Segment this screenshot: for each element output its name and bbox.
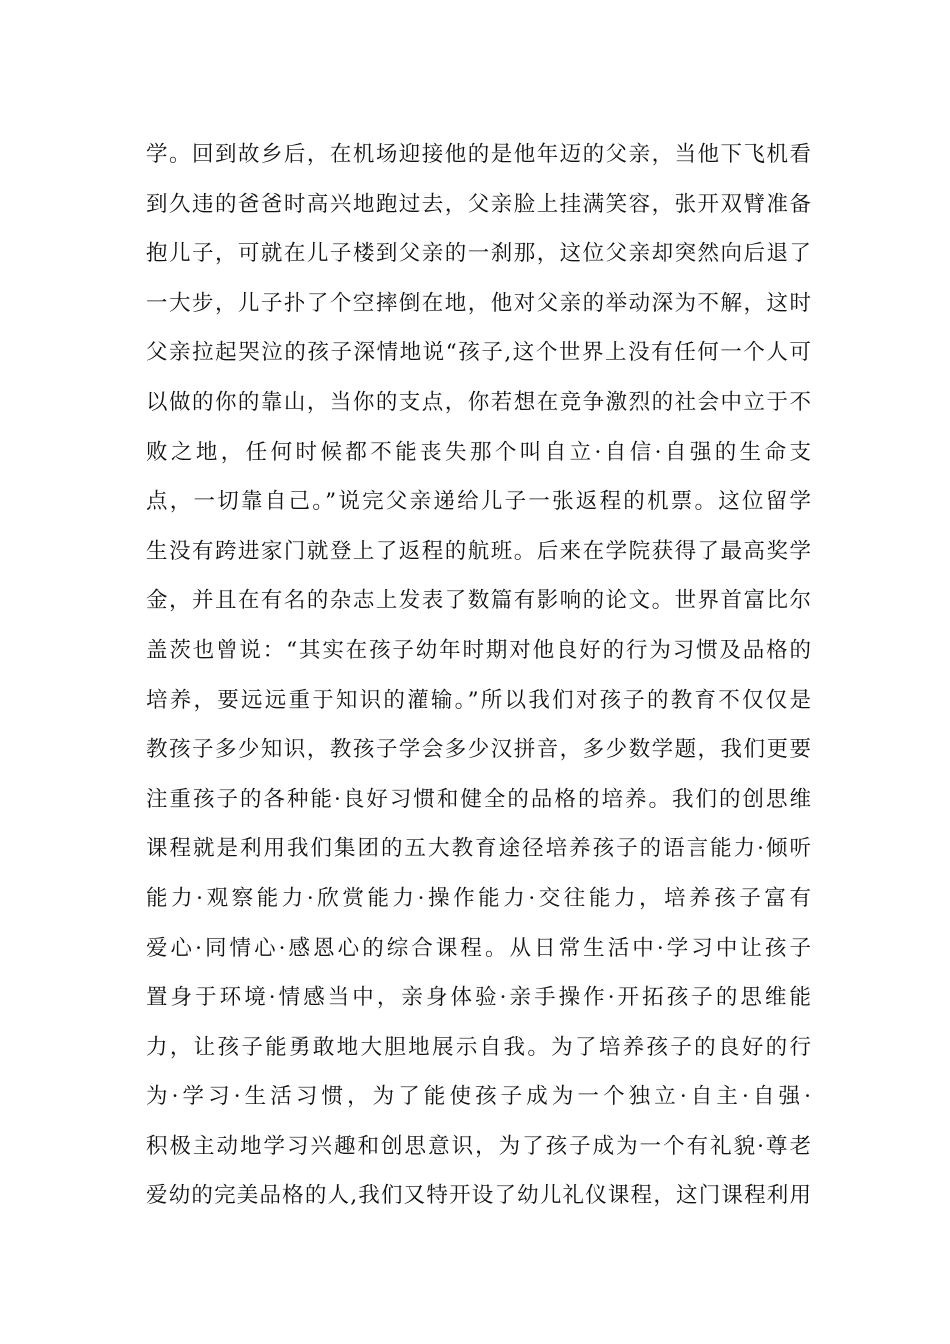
text-line: 培养，要远远重于知识的灌输。”所以我们对孩子的教育不仅仅是 [146, 687, 811, 713]
text-line: 父亲拉起哭泣的孩子深情地说“孩子,这个世界上没有任何一个人可 [146, 340, 811, 366]
text-line: 以做的你的靠山，当你的支点，你若想在竞争激烈的社会中立于不 [146, 389, 811, 415]
text-line: 盖茨也曾说：“其实在孩子幼年时期对他良好的行为习惯及品格的 [146, 637, 811, 663]
text-line: 置身于环境·情感当中，亲身体验·亲手操作·开拓孩子的思维能 [146, 985, 811, 1011]
text-line: 爱幼的完美品格的人,我们又特开设了幼儿礼仪课程，这门课程利用 [146, 1183, 811, 1209]
body-text [146, 130, 811, 1221]
text-line: 一大步，儿子扑了个空摔倒在地，他对父亲的举动深为不解，这时 [146, 290, 811, 316]
text-line: 败之地，任何时候都不能丧失那个叫自立·自信·自强的生命支 [146, 439, 811, 465]
text-line: 金，并且在有名的杂志上发表了数篇有影响的论文。世界首富比尔 [146, 588, 811, 614]
text-line: 到久违的爸爸时高兴地跑过去，父亲脸上挂满笑容，张开双臂准备 [146, 191, 811, 217]
text-line: 课程就是利用我们集团的五大教育途径培养孩子的语言能力·倾听 [146, 836, 811, 862]
text-line: 教孩子多少知识，教孩子学会多少汉拼音，多少数学题，我们更要 [146, 737, 811, 763]
text-line: 为·学习·生活习惯，为了能使孩子成为一个独立·自主·自强· [146, 1084, 811, 1110]
text-line: 爱心·同情心·感恩心的综合课程。从日常生活中·学习中让孩子 [146, 935, 811, 961]
text-line: 点，一切靠自己。”说完父亲递给儿子一张返程的机票。这位留学 [146, 489, 811, 515]
text-line: 注重孩子的各种能·良好习惯和健全的品格的培养。我们的创思维 [146, 786, 811, 812]
text-line: 能力·观察能力·欣赏能力·操作能力·交往能力，培养孩子富有 [146, 885, 811, 911]
text-line: 学。回到故乡后，在机场迎接他的是他年迈的父亲，当他下飞机看 [146, 142, 811, 167]
text-line: 力，让孩子能勇敢地大胆地展示自我。为了培养孩子的良好的行 [146, 1034, 811, 1060]
text-line: 抱儿子，可就在儿子楼到父亲的一刹那，这位父亲却突然向后退了 [146, 241, 811, 267]
text-line: 生没有跨进家门就登上了返程的航班。后来在学院获得了最高奖学 [146, 538, 811, 564]
text-line: 积极主动地学习兴趣和创思意识，为了孩子成为一个有礼貌·尊老 [146, 1133, 811, 1159]
